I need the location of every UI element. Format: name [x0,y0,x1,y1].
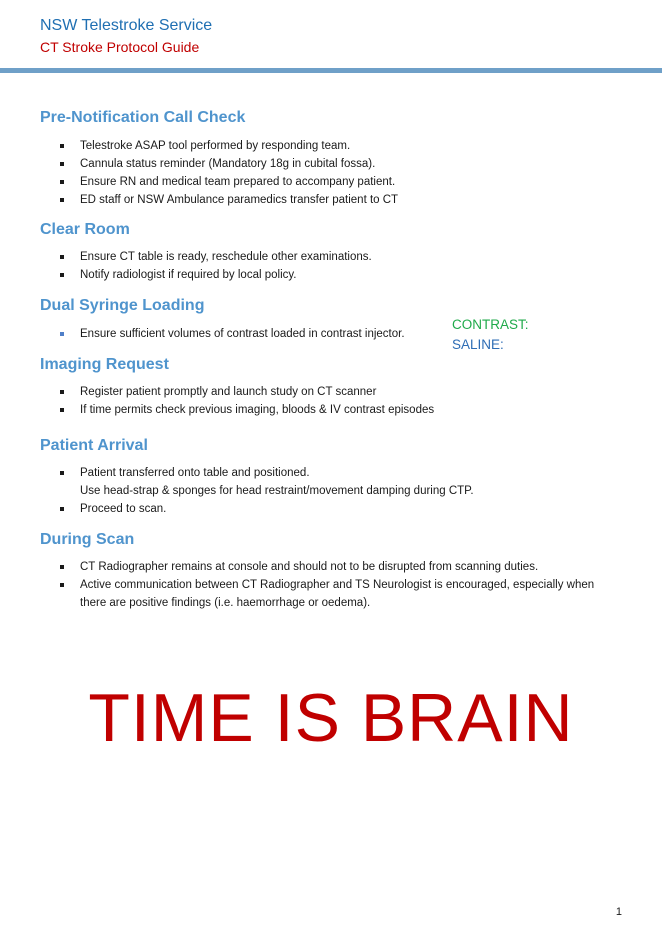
list-item [60,576,594,612]
header-divider [0,68,662,73]
section-heading-clear-room: Clear Room [40,221,130,238]
list-item-line: Use head-strap & sponges for head restraint/movement damping during CTP. [80,485,474,497]
list-item: ED staff or NSW Ambulance paramedics transfer patient to CT [60,191,398,209]
contrast-label: CONTRAST: [452,317,529,332]
list-item-line: Active communication between CT Radiographer and TS Neurologist is encouraged, especially when [80,579,595,591]
list-item: Ensure sufficient volumes of contrast loaded in contrast injector. [60,325,405,343]
pre-notification-list [60,137,398,209]
list-item [60,464,474,500]
list-item: If time permits check previous imaging, bloods & IV contrast episodes [60,401,434,419]
saline-label: SALINE: [452,337,504,352]
clear-room-list [60,248,372,284]
list-item-line: Patient transferred onto table and positioned. [80,467,310,479]
slogan: TIME IS BRAIN [88,680,574,756]
list-item: Ensure CT table is ready, reschedule other examinations. [60,248,372,266]
list-item: Ensure RN and medical team prepared to accompany patient. [60,173,398,191]
list-item: CT Radiographer remains at console and should not to be disrupted from scanning duties. [60,558,594,576]
list-item-line: there are positive findings (i.e. haemorrhage or oedema). [80,597,371,609]
list-item: Notify radiologist if required by local policy. [60,266,372,284]
list-item: Cannula status reminder (Mandatory 18g in cubital fossa). [60,155,398,173]
section-heading-during-scan: During Scan [40,531,135,548]
imaging-request-list [60,383,434,419]
list-item: Proceed to scan. [60,500,474,518]
section-heading-dual-syringe: Dual Syringe Loading [40,297,205,314]
list-item: Register patient promptly and launch study on CT scanner [60,383,434,401]
patient-arrival-list [60,464,474,518]
document-header [40,16,212,56]
section-heading-pre-notification: Pre-Notification Call Check [40,109,246,126]
list-item: Telestroke ASAP tool performed by responding team. [60,137,398,155]
during-scan-list [60,558,594,612]
dual-syringe-list [60,325,405,343]
header-subtitle: CT Stroke Protocol Guide [40,39,200,55]
header-title: NSW Telestroke Service [40,17,213,34]
section-heading-patient-arrival: Patient Arrival [40,437,148,454]
page-number: 1 [615,906,622,918]
section-heading-imaging-request: Imaging Request [40,356,169,373]
